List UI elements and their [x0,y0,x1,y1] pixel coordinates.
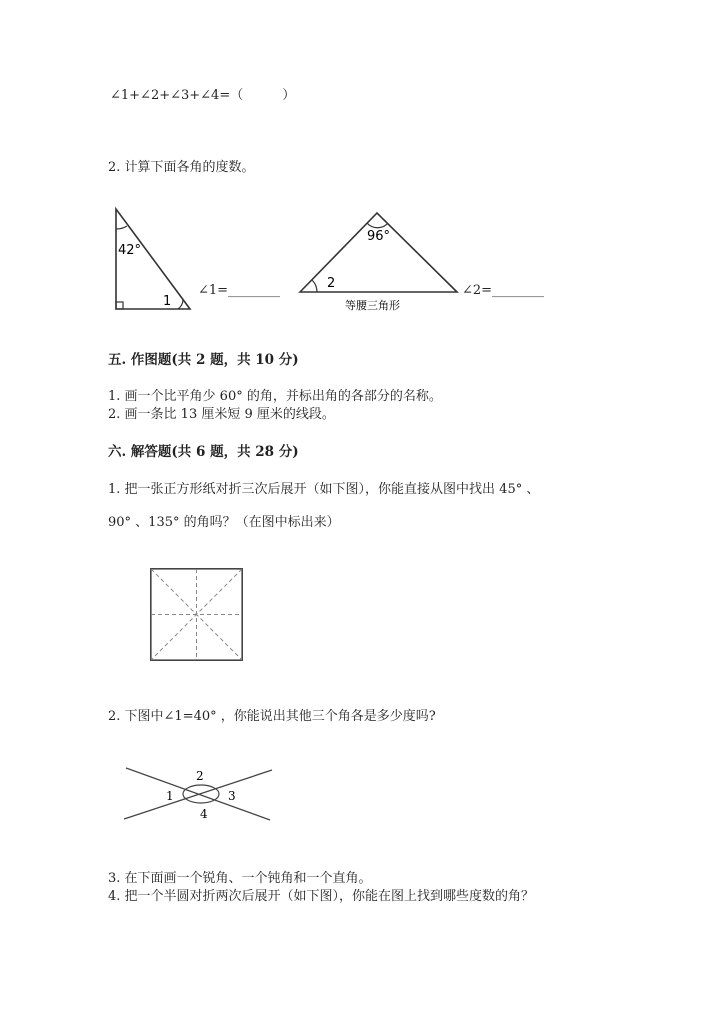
cross-label-4: 4 [200,807,208,821]
answer-angle2: ∠2=________ [462,283,545,298]
folded-square-figure [150,568,243,661]
question-folded-square: 1. 把一张正方形纸对折三次后展开（如下图），你能直接从图中找出 45° 、 [108,482,540,497]
isosceles-caption: 等腰三角形 [345,299,400,312]
angle-marker-1: 1 [163,294,172,309]
question-draw-angles: 3. 在下面画一个锐角、一个钝角和一个直角。 [108,871,372,886]
question-compute-angles: 2. 计算下面各角的度数。 [108,160,255,175]
section5-title: 五. 作图题(共 2 题，共 10 分) [108,352,299,368]
answer-angle1: ∠1=________ [198,283,281,298]
angle-label-96: 96° [367,229,391,244]
question-semicircle: 4. 把一个半圆对折两次后展开（如下图），你能在图上找到哪些度数的角？ [108,889,535,904]
isosceles-triangle-figure [295,205,465,317]
cross-label-2: 2 [196,769,204,783]
section5-item: 2. 画一条比 13 厘米短 9 厘米的线段。 [108,407,335,422]
question-folded-square-cont: 90° 、135° 的角吗？（在图中标出来） [108,515,340,530]
cross-label-1: 1 [166,789,174,803]
section5-item: 1. 画一个比平角少 60° 的角，并标出角的各部分的名称。 [108,389,442,404]
question-cross-angles: 2. 下图中∠1=40° ，你能说出其他三个角各是多少度吗? [108,709,436,724]
section6-title: 六. 解答题(共 6 题，共 28 分) [108,444,299,460]
right-triangle-figure [110,205,200,317]
cross-label-3: 3 [228,789,236,803]
angle-label-42: 42° [118,243,142,258]
angle-marker-2: 2 [327,276,336,291]
intersecting-lines-figure [122,762,272,827]
angle-sum-question: ∠1+∠2+∠3+∠4=（ ） [110,88,296,103]
